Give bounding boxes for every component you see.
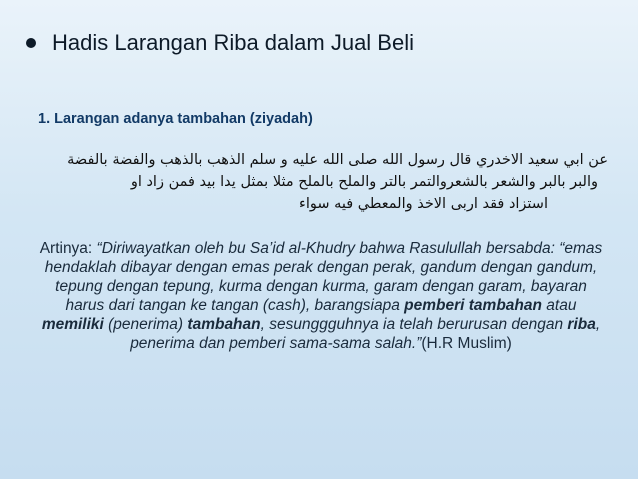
bullet-icon: [26, 38, 36, 48]
slide-title: [22, 30, 414, 56]
arabic-line-2: والبر بالبر والشعر بالشعروالتمر بالتر والملح بالملح مثلا بمثل يدا بيد فمن زاد او: [130, 174, 598, 190]
arabic-line-3: استزاد فقد اربى الاخذ والمعطي فيه سواء: [299, 196, 548, 212]
emphasis-memiliki: memiliki: [41, 316, 104, 333]
translation-quote-part1: “Diriwayatkan oleh bu Sa’id al-Khudry bahwa Rasulullah bersabda: “emas hendaklah dibayar dengan emas perak dengan perak, gandum dengan gandum, tepung dengan tepung, kurma dengan kurma, garam dengan garam, bayaran harus dari tangan ke tangan (cash), barangsiapa: [44, 240, 603, 314]
emphasis-pemberi-tambahan: pemberi tambahan: [404, 297, 542, 314]
translation-quote-end: , penerima dan pemberi sama-sama salah.”: [130, 316, 601, 352]
translation-mid1: atau: [541, 297, 577, 314]
arabic-hadith-text: [33, 149, 608, 215]
section-heading: 1. Larangan adanya tambahan (ziyadah): [38, 111, 313, 127]
slide-title-text: Hadis Larangan Riba dalam Jual Beli: [52, 30, 414, 55]
translation-prefix: Artinya:: [39, 240, 97, 257]
emphasis-tambahan: tambahan: [187, 316, 261, 333]
translation-mid3: , sesunggguhnya ia telah berurusan dengan: [260, 316, 568, 333]
translation-mid2: (penerima): [103, 316, 188, 333]
translation-source: (H.R Muslim): [421, 335, 512, 352]
arabic-line-1: عن ابي سعيد الاخدري قال رسول الله صلى الله عليه و سلم الذهب بالذهب والفضة بالفضة: [67, 152, 608, 168]
emphasis-riba: riba: [567, 316, 596, 333]
translation-paragraph: [36, 239, 606, 353]
